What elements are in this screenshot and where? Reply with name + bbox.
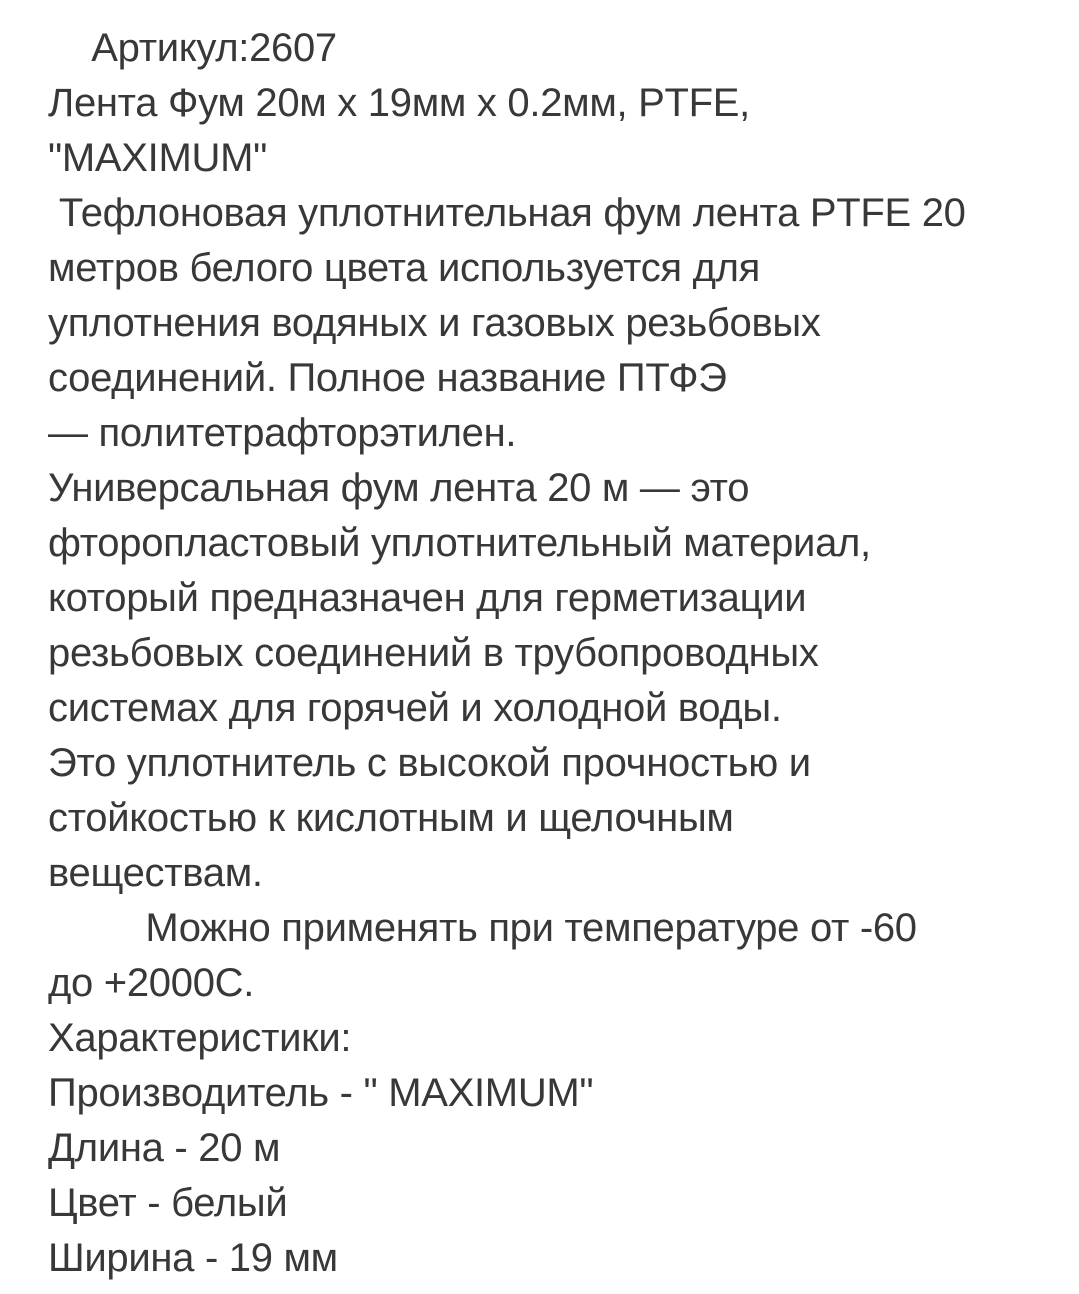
characteristic-width: Ширина - 19 мм — [48, 1236, 338, 1280]
description-line: Универсальная фум лента 20 м — это — [48, 466, 750, 510]
description-line: фторопластовый уплотнительный материал, — [48, 521, 871, 565]
description-line: Тефлоновая уплотнительная фум лента PTFE 20 — [48, 191, 966, 235]
description-line: стойкостью к кислотным и щелочным — [48, 796, 734, 840]
description-line: системах для горячей и холодной воды. — [48, 686, 782, 730]
article-number-line: Артикул:2607 — [48, 26, 337, 70]
temperature-range-line: Можно применять при температуре от -60 — [48, 906, 917, 950]
temperature-range-line: до +2000С. — [48, 961, 255, 1005]
product-title-line-2: "MAXIMUM" — [48, 136, 268, 180]
characteristic-length: Длина - 20 м — [48, 1126, 281, 1170]
description-line: — политетрафторэтилен. — [48, 411, 517, 455]
characteristic-color: Цвет - белый — [48, 1181, 288, 1225]
description-line: который предназначен для герметизации — [48, 576, 807, 620]
characteristics-heading: Характеристики: — [48, 1016, 352, 1060]
description-line: метров белого цвета используется для — [48, 246, 761, 290]
description-line: соединений. Полное название ПТФЭ — [48, 356, 727, 400]
description-line: Это уплотнитель с высокой прочностью и — [48, 741, 811, 785]
description-line: уплотнения водяных и газовых резьбовых — [48, 301, 821, 345]
description-line: резьбовых соединений в трубопроводных — [48, 631, 819, 675]
product-title-line-1: Лента Фум 20м х 19мм х 0.2мм, PTFE, — [48, 81, 751, 125]
description-line: веществам. — [48, 851, 263, 895]
characteristic-manufacturer: Производитель - " MAXIMUM" — [48, 1071, 594, 1115]
